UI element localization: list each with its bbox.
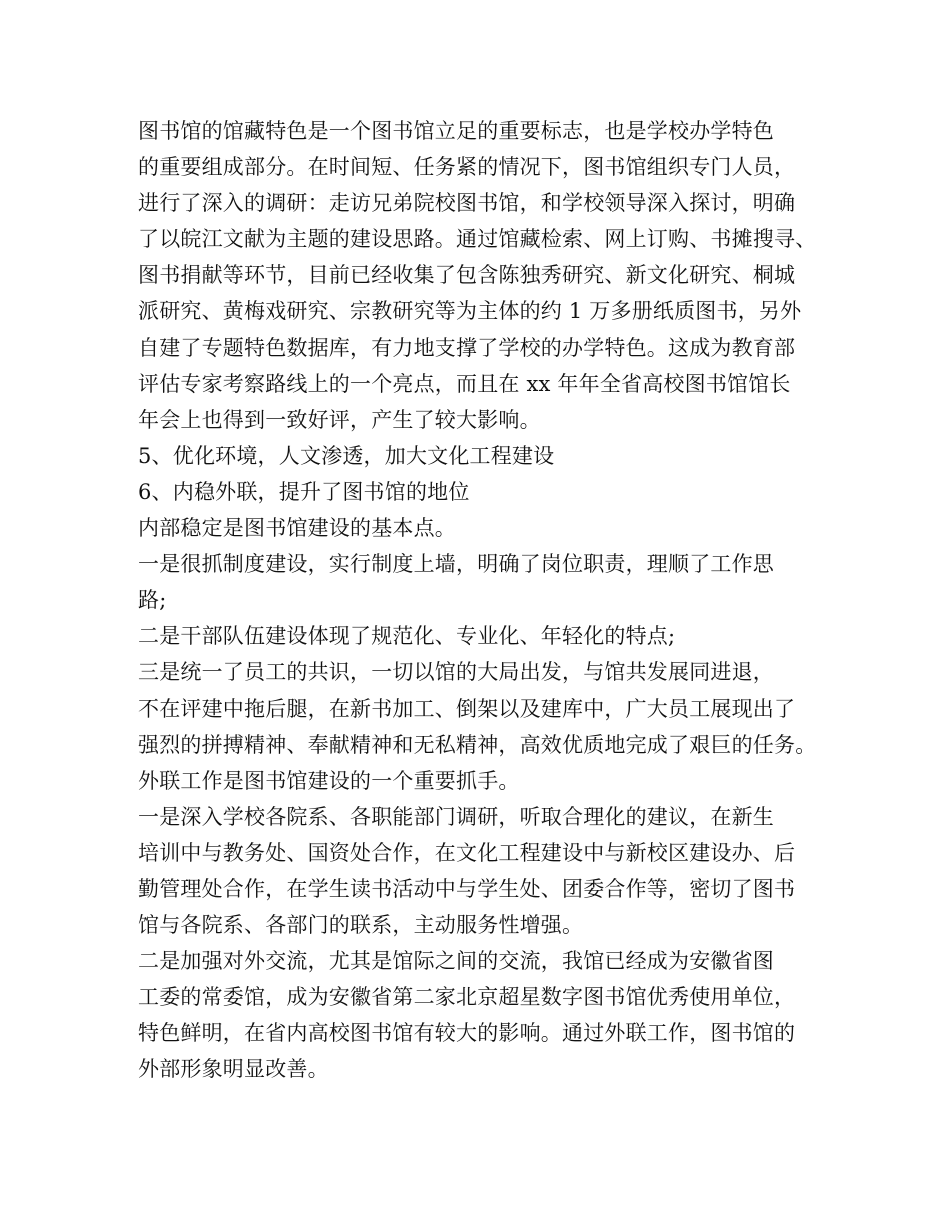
paragraph-external-point-2 bbox=[138, 943, 828, 1087]
text-line: 进行了深入的调研：走访兄弟院校图书馆，和学校领导深入探讨，明确 bbox=[138, 191, 796, 216]
text-line: 的重要组成部分。在时间短、任务紧的情况下，图书馆组织专门人员， bbox=[138, 155, 796, 180]
text-line: 不在评建中拖后腿，在新书加工、倒架以及建库中，广大员工展现出了 bbox=[138, 696, 796, 721]
text-line: 5、优化环境，人文渗透，加大文化工程建设 bbox=[138, 443, 555, 468]
text-line: 三是统一了员工的共识，一切以馆的大局出发，与馆共发展同进退， bbox=[138, 660, 774, 685]
paragraph-internal-point-3 bbox=[138, 654, 828, 762]
text-line: 外部形象明显改善。 bbox=[138, 1057, 329, 1082]
paragraph-internal-stability bbox=[138, 510, 828, 546]
paragraph-internal-point-1 bbox=[138, 546, 828, 618]
text-line: 工委的常委馆，成为安徽省第二家北京超星数字图书馆优秀使用单位， bbox=[138, 985, 796, 1010]
text-line: 二是干部队伍建设体现了规范化、专业化、年轻化的特点; bbox=[138, 624, 676, 649]
document-body bbox=[138, 113, 828, 1088]
paragraph-internal-point-2 bbox=[138, 618, 828, 654]
text-line: 自建了专题特色数据库，有力地支撑了学校的办学特色。这成为教育部 bbox=[138, 335, 796, 360]
text-line: 路; bbox=[138, 588, 167, 613]
text-line: 图书捐献等环节，目前已经收集了包含陈独秀研究、新文化研究、桐城 bbox=[138, 263, 796, 288]
text-line: 一是深入学校各院系、各职能部门调研，听取合理化的建议，在新生 bbox=[138, 804, 774, 829]
text-line: 了以皖江文献为主题的建设思路。通过馆藏检索、网上订购、书摊搜寻、 bbox=[138, 227, 817, 252]
text-line: 特色鲜明，在省内高校图书馆有较大的影响。通过外联工作，图书馆的 bbox=[138, 1021, 796, 1046]
text-line: 年会上也得到一致好评，产生了较大影响。 bbox=[138, 407, 541, 432]
heading-item-6 bbox=[138, 474, 828, 510]
text-line: 派研究、黄梅戏研究、宗教研究等为主体的约 1 万多册纸质图书，另外 bbox=[138, 299, 802, 324]
text-line: 勤管理处合作，在学生读书活动中与学生处、团委合作等，密切了图书 bbox=[138, 876, 796, 901]
text-line: 馆与各院系、各部门的联系，主动服务性增强。 bbox=[138, 913, 584, 938]
text-line: 6、内稳外联，提升了图书馆的地位 bbox=[138, 479, 470, 504]
text-line: 外联工作是图书馆建设的一个重要抓手。 bbox=[138, 768, 520, 793]
text-line: 内部稳定是图书馆建设的基本点。 bbox=[138, 516, 456, 541]
text-line: 一是很抓制度建设，实行制度上墙，明确了岗位职责，理顺了工作思 bbox=[138, 552, 774, 577]
paragraph-external-point-1 bbox=[138, 799, 828, 943]
heading-item-5 bbox=[138, 438, 828, 474]
paragraph-external-relations bbox=[138, 763, 828, 799]
text-line: 图书馆的馆藏特色是一个图书馆立足的重要标志，也是学校办学特色 bbox=[138, 119, 774, 143]
text-line: 评估专家考察路线上的一个亮点，而且在 xx 年年全省高校图书馆馆长 bbox=[138, 371, 791, 396]
text-line: 强烈的拼搏精神、奉献精神和无私精神，高效优质地完成了艰巨的任务。 bbox=[138, 732, 817, 757]
paragraph-collection-features bbox=[138, 113, 828, 438]
text-line: 培训中与教务处、国资处合作，在文化工程建设中与新校区建设办、后 bbox=[138, 840, 796, 865]
text-line: 二是加强对外交流，尤其是馆际之间的交流，我馆已经成为安徽省图 bbox=[138, 949, 774, 974]
